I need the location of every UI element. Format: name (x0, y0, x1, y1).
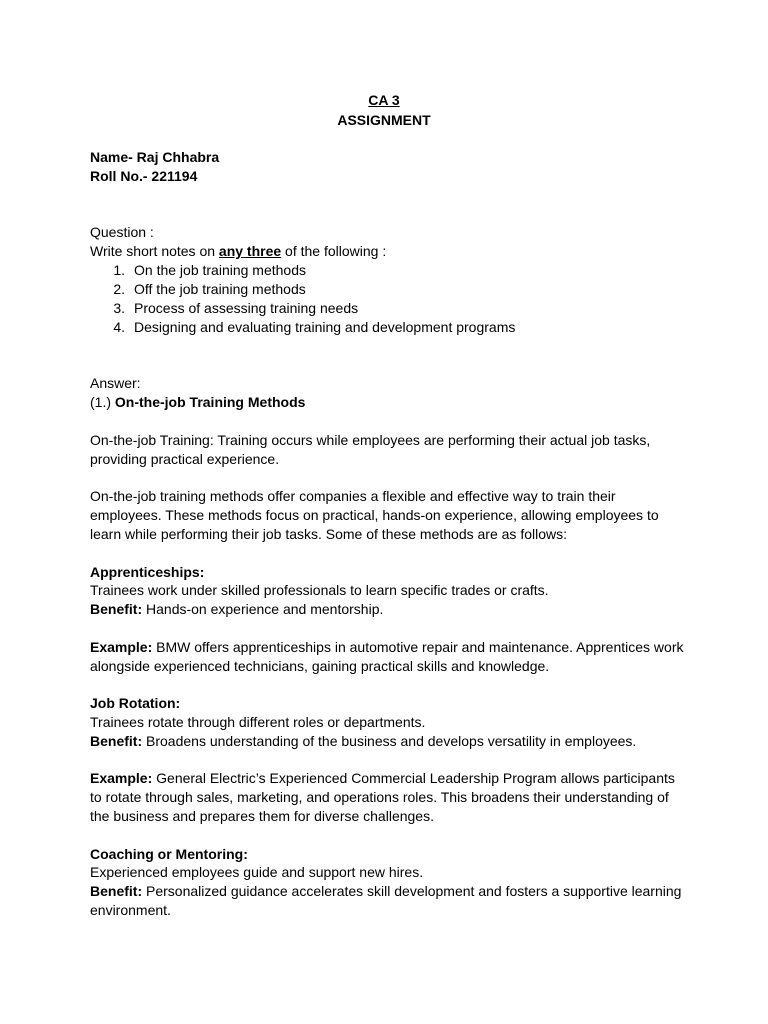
prompt-after: of the following : (281, 243, 387, 259)
job-rotation-example (90, 770, 675, 786)
item-number: 1. (113, 262, 125, 278)
apprenticeships-example-line: alongside experienced technicians, gaining practical skills and knowledge. (90, 658, 550, 674)
section-heading (90, 394, 305, 410)
benefit-label: Benefit: (90, 733, 143, 749)
job-rotation-benefit (90, 733, 636, 749)
question-item (80, 281, 306, 297)
coaching-heading: Coaching or Mentoring: (90, 846, 248, 862)
intro-paragraph-1-line: providing practical experience. (90, 451, 280, 467)
example-label: Example: (90, 639, 153, 655)
question-item (80, 262, 306, 278)
section-title: On-the-job Training Methods (114, 394, 306, 410)
item-number: 4. (113, 319, 125, 335)
benefit-text: Personalized guidance accelerates skill development and fosters a supportive learning (142, 883, 682, 899)
item-number: 3. (113, 300, 125, 316)
question-prompt (90, 243, 386, 259)
apprenticeships-heading: Apprenticeships: (90, 564, 205, 580)
roll-number: Roll No.- 221194 (90, 168, 198, 184)
prompt-before: Write short notes on (90, 243, 219, 259)
item-text: Off the job training methods (134, 281, 306, 297)
question-item (80, 319, 515, 335)
job-rotation-heading: Job Rotation: (90, 695, 181, 711)
item-text: Process of assessing training needs (134, 300, 359, 316)
coaching-benefit-line: environment. (90, 902, 171, 918)
course-code: CA 3 (368, 92, 400, 108)
example-text: BMW offers apprenticeships in automotive repair and maintenance. Apprentices work (152, 639, 684, 655)
item-number: 2. (113, 281, 125, 297)
intro-paragraph-2-line: employees. These methods focus on practical, hands-on experience, allowing employees to (90, 507, 659, 523)
benefit-label: Benefit: (90, 601, 143, 617)
student-name: Name- Raj Chhabra (90, 149, 220, 165)
apprenticeships-benefit (90, 601, 383, 617)
apprenticeships-example (90, 639, 683, 655)
question-item (80, 300, 358, 316)
benefit-label: Benefit: (90, 883, 143, 899)
benefit-text: Hands-on experience and mentorship. (142, 601, 384, 617)
job-rotation-example-line: the business and prepares them for diverse challenges. (90, 808, 434, 824)
job-rotation-example-line: to rotate through sales, marketing, and operations roles. This broadens their understanding of (90, 789, 669, 805)
benefit-text: Broadens understanding of the business and develops versatility in employees. (142, 733, 637, 749)
intro-paragraph-1-line: On-the-job Training: Training occurs while employees are performing their actual job tasks, (90, 432, 651, 448)
coaching-benefit (90, 883, 681, 899)
answer-label: Answer: (90, 375, 141, 391)
question-label: Question : (90, 224, 154, 240)
intro-paragraph-2-line: learn while performing their job tasks. Some of these methods are as follows: (90, 526, 568, 542)
example-text: General Electric’s Experienced Commercial Leadership Program allows participants (152, 770, 675, 786)
example-label: Example: (90, 770, 153, 786)
document-title: ASSIGNMENT (337, 112, 431, 128)
job-rotation-description: Trainees rotate through different roles or departments. (90, 714, 426, 730)
coaching-description: Experienced employees guide and support new hires. (90, 864, 424, 880)
item-text: Designing and evaluating training and development programs (134, 319, 516, 335)
section-number: (1.) (90, 394, 115, 410)
apprenticeships-description: Trainees work under skilled professionals to learn specific trades or crafts. (90, 582, 549, 598)
item-text: On the job training methods (134, 262, 306, 278)
prompt-emphasis: any three (218, 243, 282, 259)
intro-paragraph-2-line: On-the-job training methods offer companies a flexible and effective way to train their (90, 488, 616, 504)
